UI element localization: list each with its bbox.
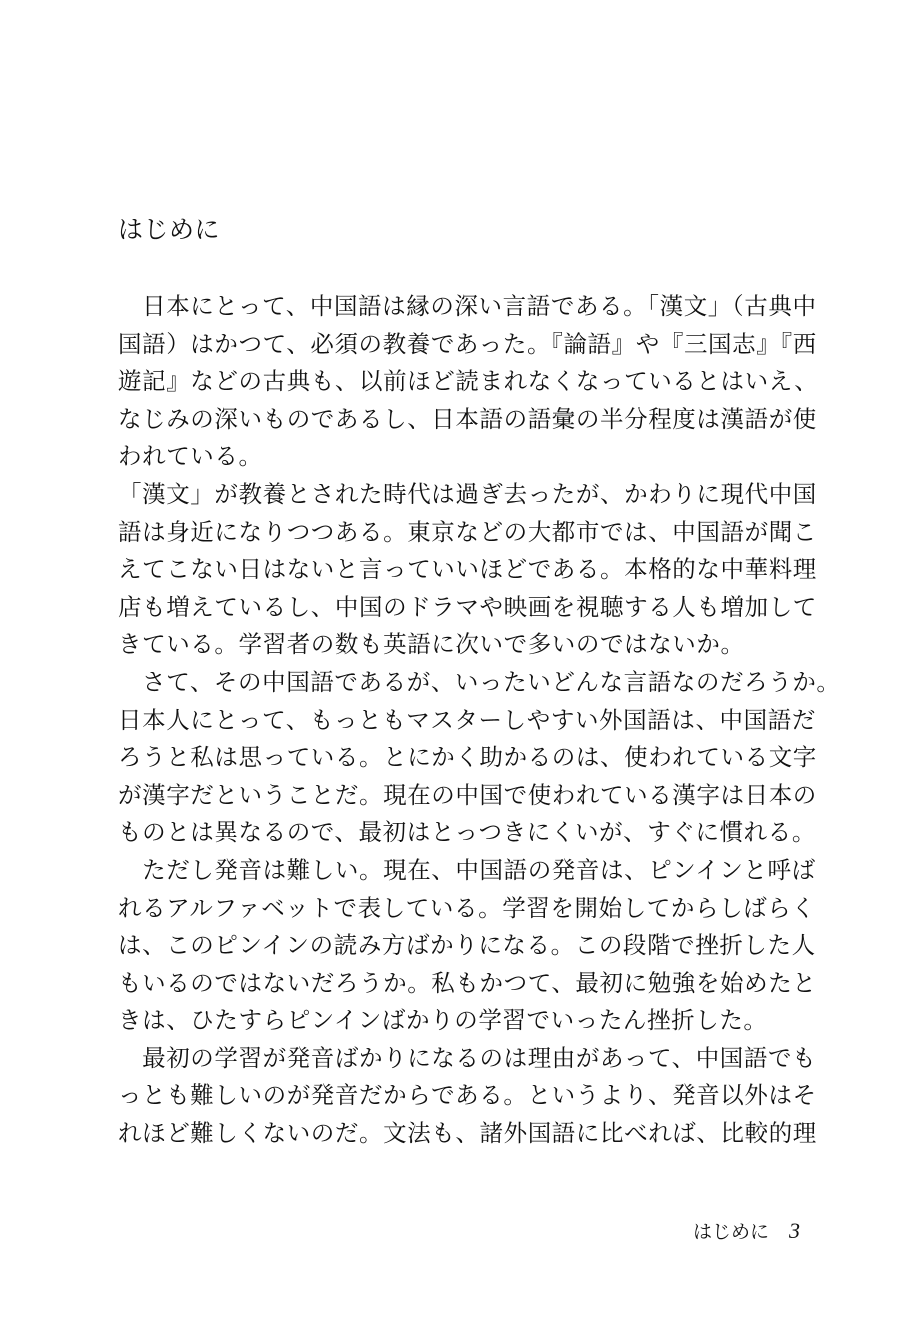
text-line: が漢字だということだ。現在の中国で使われている漢字は日本の xyxy=(118,780,817,809)
text-line: ものとは異なるので、最初はとっつきにくいが、すぐに慣れる。 xyxy=(118,818,816,847)
text-line: われている。 xyxy=(118,442,263,471)
text-line: れほど難しくないのだ。文法も、諸外国語に比べれば、比較的理 xyxy=(118,1119,817,1148)
text-line: きは、ひたすらピンインばかりの学習でいったん挫折した。 xyxy=(118,1006,768,1035)
chapter-heading: はじめに xyxy=(118,215,221,244)
text-line: ろうと私は思っている。とにかく助かるのは、使われている文字 xyxy=(118,743,817,772)
text-line: れるアルファベットで表している。学習を開始してからしばらく xyxy=(118,893,816,922)
text-line: 遊記』などの古典も、以前ほど読まれなくなっているとはいえ、 xyxy=(118,367,819,396)
text-line: 日本にとって、中国語は縁の深い言語である。「漢文」（古典中 xyxy=(118,292,817,320)
text-line: 店も増えているし、中国のドラマや映画を視聴する人も増加して xyxy=(118,592,817,621)
text-line: 日本人にとって、もっともマスターしやすい外国語は、中国語だ xyxy=(118,705,816,734)
running-head: はじめに xyxy=(693,1221,770,1243)
text-line: きている。学習者の数も英語に次いで多いのではないか。 xyxy=(118,630,745,659)
page-number: 3 xyxy=(789,1218,801,1243)
text-line: 国語）はかつて、必須の教養であった。『論語』や『三国志』『西 xyxy=(118,329,817,358)
text-line: ただし発音は難しい。現在、中国語の発音は、ピンインと呼ば xyxy=(118,855,816,884)
text-line: 語は身近になりつつある。東京などの大都市では、中国語が聞こ xyxy=(118,517,817,546)
text-line: は、このピンインの読み方ばかりになる。この段階で挫折した人 xyxy=(118,931,816,960)
body-text xyxy=(118,288,841,1153)
page-footer xyxy=(693,1218,800,1245)
text-line: えてこない日はないと言っていいほどである。本格的な中華料理 xyxy=(118,555,817,584)
text-line: っとも難しいのが発音だからである。というより、発音以外はそ xyxy=(118,1081,817,1110)
text-line: 最初の学習が発音ばかりになるのは理由があって、中国語でも xyxy=(118,1043,817,1072)
text-line: さて、その中国語であるが、いったいどんな言語なのだろうか。 xyxy=(118,667,841,696)
text-line: もいるのではないだろうか。私もかつて、最初に勉強を始めたと xyxy=(118,968,817,997)
text-line: 「漢文」が教養とされた時代は過ぎ去ったが、かわりに現代中国 xyxy=(118,479,817,508)
text-line: なじみの深いものであるし、日本語の語彙の半分程度は漢語が使 xyxy=(118,404,817,433)
